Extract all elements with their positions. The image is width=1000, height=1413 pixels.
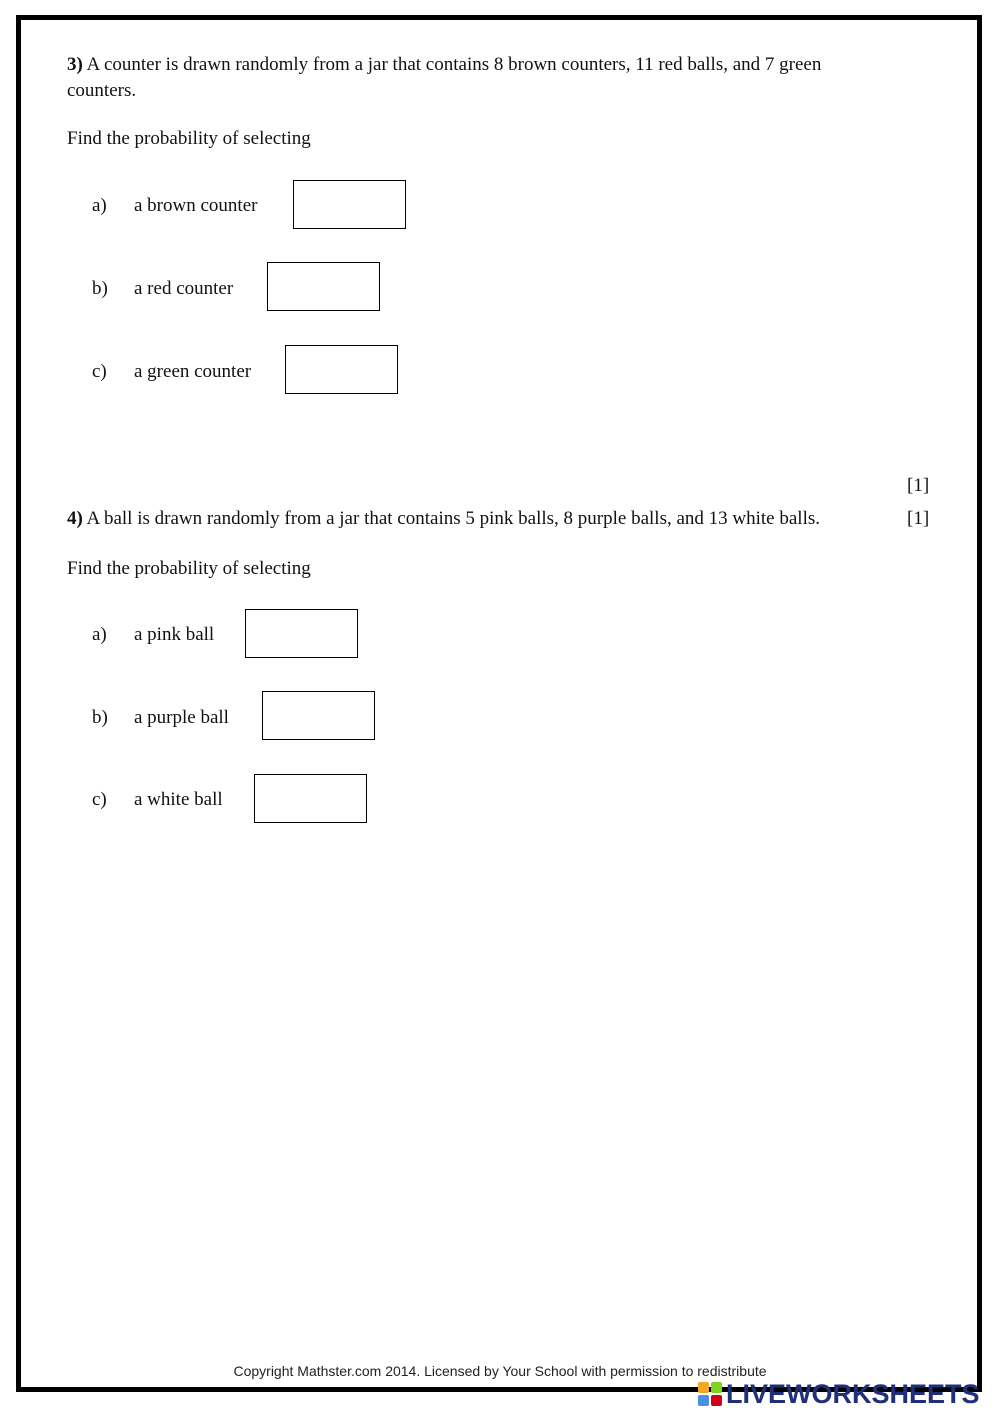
question-4b-label: a purple ball — [134, 707, 229, 728]
liveworksheets-brand: LIVEWORKSHEETS — [726, 1379, 980, 1409]
question-3c-letter: c) — [92, 361, 107, 382]
question-4a-label: a pink ball — [134, 624, 215, 645]
logo-blocks-icon — [698, 1382, 722, 1406]
question-4b-letter: b) — [92, 707, 108, 728]
logo-block — [711, 1382, 722, 1393]
question-3-number: 3) — [67, 54, 83, 75]
answer-box-4b[interactable] — [262, 691, 375, 740]
question-3-body: A counter is drawn randomly from a jar that contains 8 brown counters, 11 red balls, and 7 green counters. — [67, 54, 822, 101]
question-4-mark: [1] — [907, 508, 930, 529]
logo-block — [698, 1382, 709, 1393]
logo-block — [698, 1395, 709, 1406]
question-4-prompt: Find the probability of selecting — [67, 558, 311, 579]
question-3-prompt: Find the probability of selecting — [67, 128, 311, 149]
answer-box-3a[interactable] — [293, 180, 406, 229]
question-4c-label: a white ball — [134, 789, 223, 810]
page-border — [16, 15, 982, 1392]
question-3a-letter: a) — [92, 195, 107, 216]
question-3c-label: a green counter — [134, 361, 252, 382]
question-3-mark: [1] — [907, 475, 930, 496]
question-3b-letter: b) — [92, 278, 108, 299]
copyright-notice: Copyright Mathster.com 2014. Licensed by Your School with permission to redistribute — [233, 1363, 767, 1379]
answer-box-4a[interactable] — [245, 609, 358, 658]
question-3-text — [67, 52, 887, 104]
question-4a-letter: a) — [92, 624, 107, 645]
liveworksheets-logo[interactable] — [698, 1379, 980, 1409]
question-4-text — [67, 506, 820, 532]
question-3b-label: a red counter — [134, 278, 234, 299]
answer-box-3c[interactable] — [285, 345, 398, 394]
answer-box-3b[interactable] — [267, 262, 380, 311]
question-4c-letter: c) — [92, 789, 107, 810]
answer-box-4c[interactable] — [254, 774, 367, 823]
logo-block — [711, 1395, 722, 1406]
question-4-number: 4) — [67, 508, 83, 529]
question-3a-label: a brown counter — [134, 195, 258, 216]
question-4-body: A ball is drawn randomly from a jar that contains 5 pink balls, 8 purple balls, and 13 white balls. — [82, 508, 820, 529]
